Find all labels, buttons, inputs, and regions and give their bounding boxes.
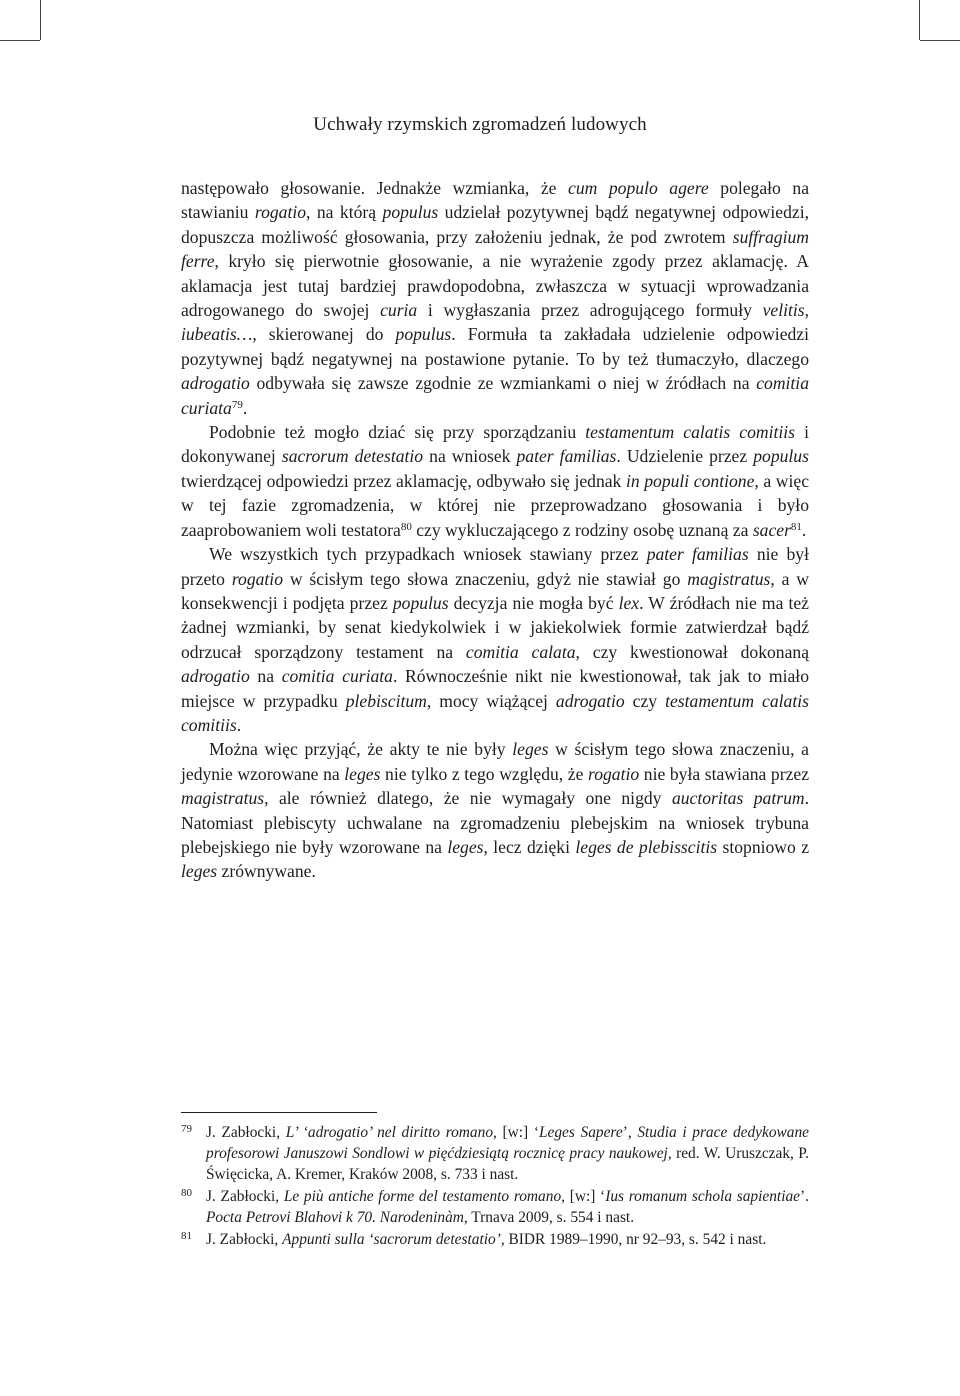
text-run: , a więc w tej fazie zgromadzenia, w której nie przeprowadzano głosowania i było zaaprobowaniem woli testatora [181,470,810,540]
text-run: , mocy wiążącej [426,690,556,711]
text-run: . [236,714,242,735]
italic-term: populus [382,202,439,223]
text-run: zrównywane. [217,861,316,882]
text-run: Można więc przyjąć, że akty te nie były [209,739,513,760]
footnote-ref: 80 [400,520,412,533]
italic-term: populus [392,592,449,613]
crop-mark-top-left [40,0,41,40]
running-head: Uchwały rzymskich zgromadzeń ludowych [313,114,647,135]
italic-term: magistratus [687,568,771,589]
text-run: nie tylko z tego względu, że [380,763,589,784]
text-run: w ścisłym tego słowa znaczeniu, gdyż nie stawiał go [283,568,688,589]
text-run: i wygłaszania przez adrogującego formuły [417,300,763,321]
italic-term: leges [181,861,218,882]
italic-term: Le più antiche forme del testamento romano [283,1188,562,1205]
italic-term: suffragium ferre [181,226,809,272]
italic-term: L’ ‘adrogatio’ nel diritto romano [285,1124,494,1141]
text-run: twierdzącej odpowiedzi przez aklamację, odbywało się jednak [181,470,626,491]
text-run: . Równocześnie nikt nie kwestionował, tak jak to miało miejsce w przypadku [181,666,809,711]
italic-term: comitia curiata [281,666,393,687]
text-run: J. Zabłocki, [206,1231,283,1248]
text-run: , Trnava 2009, s. 554 i nast. [463,1209,635,1226]
italic-term: velitis, iubeatis… [181,300,810,345]
crop-mark-top-right [919,0,920,40]
text-run: , skierowanej do [252,324,396,345]
text-run: na [249,666,282,687]
italic-term: Ius romanum schola sapientiae [605,1188,801,1205]
text-run: J. Zabłocki, [206,1188,284,1205]
italic-term: Appunti sulla ‘sacrorum detestatio’ [282,1231,501,1248]
italic-term: populus [753,446,809,467]
text-run: , lecz dzięki [483,836,576,857]
italic-term: testamentum calatis comitiis [181,690,809,735]
italic-term: auctoritas patrum [671,788,805,809]
text-run: udzielał pozytywnej bądź negatywnej odpowiedzi, dopuszcza możliwość głosowania, przy założeniu jednak, że pod zwrotem [181,202,809,247]
text-run: . Formuła ta zakładała udzielenie odpowiedzi pozytywnej bądź negatywnej na postawione pytanie. To by też tłumaczyło, dlaczego [181,324,809,369]
text-run: , ale również dlatego, że nie wymagały one nigdy [264,788,672,809]
paragraph [181,542,809,737]
text-run: J. Zabłocki, [206,1124,286,1141]
italic-term: sacrorum detestatio [281,446,424,467]
italic-term: lex [618,592,640,613]
text-run: nie była stawiana przez [639,763,810,784]
italic-term: rogatio [231,568,283,589]
italic-term: rogatio [254,202,307,223]
text-run: , [w:] ‘ [561,1188,606,1205]
text-run: We wszystkich tych przypadkach wniosek stawiany przez [209,544,647,565]
footnote-ref: 79 [231,398,243,411]
italic-term: adrogatio [181,373,250,394]
italic-term: comitia calata [465,641,576,662]
main-text [181,176,809,884]
text-run: w ścisłym tego słowa znaczeniu, a jedynie wzorowane na [181,739,809,784]
italic-term: Pocta Petrovi Blahovi k 70. Narodeninàm [206,1209,464,1226]
crop-mark-top-right-h [920,40,960,41]
text-run: ’. [800,1188,809,1205]
text-run: polegało na stawianiu [181,178,810,223]
text-run: i dokonywanej [181,422,809,467]
italic-term: leges de plebisscitis [575,836,718,857]
footnotes [181,1122,809,1251]
footnote-rule [181,1112,377,1113]
text-run: Podobnie też mogło dziać się przy sporządzaniu [209,422,586,443]
text-run: , na którą [306,202,383,223]
italic-term: Leges Sapere [538,1124,623,1141]
text-run: czy wykluczającego z rodziny osobę uznaną za [411,519,753,540]
text-run: nie był przeto [181,544,809,589]
footnote-ref: 81 [790,520,802,533]
text-run: . [801,519,807,540]
text-run: odbywała się zawsze zgodnie ze wzmiankami o niej w źródłach na [249,373,757,394]
italic-term: pater familias [516,446,617,467]
footnote [181,1229,809,1250]
italic-term: testamentum calatis comitiis [585,422,796,443]
footnote-number: 80 [181,1187,192,1199]
italic-term: leges [344,763,381,784]
italic-term: leges [512,739,549,760]
text-run: decyzja nie mogła być [448,592,619,613]
crop-mark-top-left-h [0,40,40,41]
italic-term: sacer [752,519,791,540]
italic-term: pater familias [646,544,749,565]
text-run: . [242,397,248,418]
paragraph [181,737,809,883]
italic-term: populus [395,324,452,345]
text-run: na wniosek [423,446,517,467]
text-run: , [w:] ‘ [493,1124,539,1141]
text-run: , kryło się pierwotnie głosowanie, a nie wyrażenie zgody przez aklamację. A aklamacja jest tutaj bardziej prawdopodobna, zwłaszcza w sytuacji wprowadzania adrogowanego do swojej [181,251,809,321]
italic-term: in populi contione [625,470,755,491]
footnote [181,1122,809,1185]
italic-term: plebiscitum [345,690,427,711]
text-run: . Natomiast plebiscyty uchwalane na zgromadzeniu plebejskim na wniosek trybuna plebejskiego nie były wzorowane na [181,788,809,857]
text-run: , czy kwestionował dokonaną [575,641,809,662]
italic-term: adrogatio [181,666,250,687]
paragraph [181,176,809,420]
text-run: . W źródłach nie ma też żadnej wzmianki, by senat kiedykolwiek i w jakiekolwiek formie zatwierdzał bądź odrzucał sporządzony testament na [181,592,809,662]
text-run: , BIDR 1989–1990, nr 92–93, s. 542 i nast. [500,1231,767,1248]
italic-term: comitia curiata [181,373,809,418]
text-run: czy [624,690,666,711]
italic-term: Studia i prace dedykowane profesorowi Januszowi Sondlowi w pięćdziesiątą rocznicę pracy naukowej [206,1124,810,1162]
italic-term: rogatio [588,763,640,784]
text-run: następowało głosowanie. Jednakże wzmianka, że [181,178,569,198]
footnote-number: 81 [181,1230,192,1242]
italic-term: magistratus [181,788,265,809]
italic-term: adrogatio [555,690,625,711]
text-run: , red. W. Uruszczak, P. Święcicka, A. Kremer, Kraków 2008, s. 733 i nast. [206,1145,809,1183]
text-run: ’, [622,1124,638,1141]
text-run: , a w konsekwencji i podjęta przez [181,568,809,613]
paragraph [181,420,809,542]
italic-term: leges [447,836,484,857]
footnote-number: 79 [181,1123,192,1135]
text-run: stopniowo z [717,836,810,857]
text-run: . Udzielenie przez [616,446,754,467]
italic-term: curia [380,300,418,321]
footnote [181,1186,809,1228]
italic-term: cum populo agere [568,178,709,198]
